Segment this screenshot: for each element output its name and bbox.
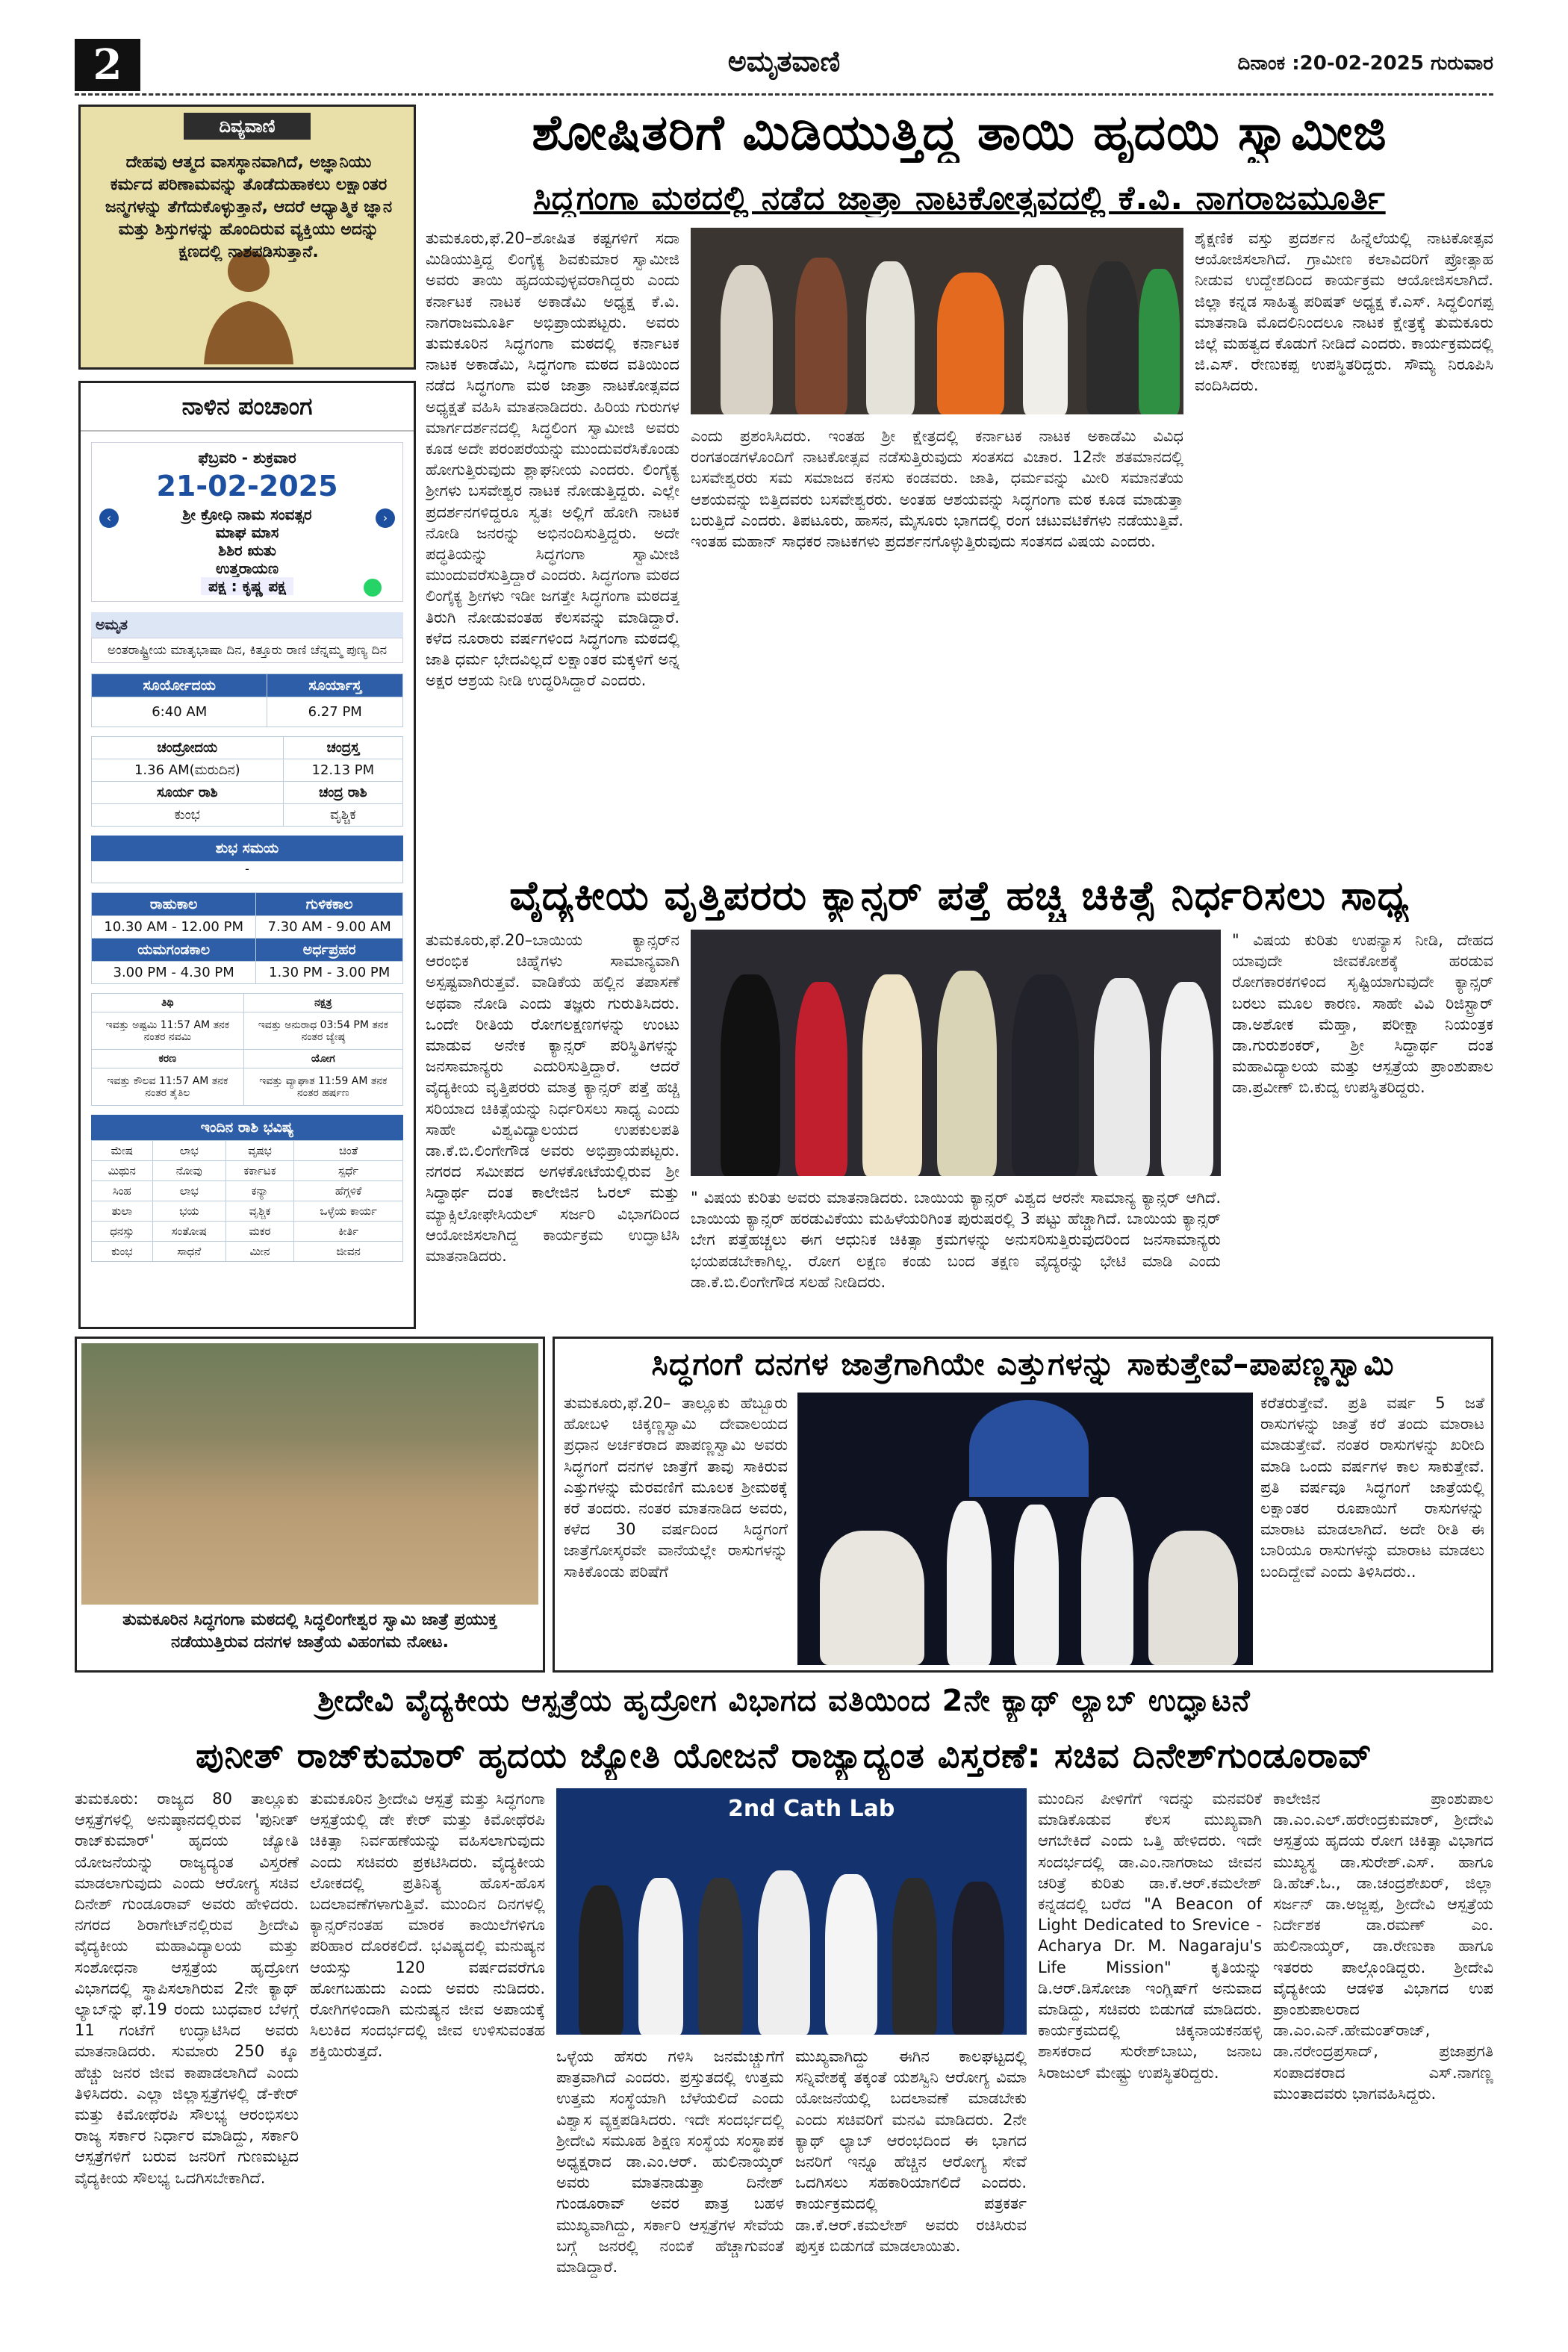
sunset-label: ಸೂರ್ಯಾಸ್ತ: [267, 674, 403, 697]
tithi-value: ಇವತ್ತು ಅಷ್ಟಮಿ 11:57 AM ತನಕ ನಂತರ ನವಮಿ: [92, 1012, 244, 1050]
rashi-prediction: ಕೀರ್ತಿ: [294, 1222, 403, 1242]
whatsapp-icon[interactable]: [364, 579, 382, 597]
rashi-name: ಕುಂಭ: [92, 1242, 153, 1262]
bulls-procession-photo: [797, 1393, 1253, 1665]
nakshatra-label: ನಕ್ಷತ್ರ: [243, 994, 402, 1012]
moonset-label: ಚಂದ್ರಸ್ತ: [283, 737, 402, 759]
panchanga-date: 21-02-2025: [156, 470, 338, 503]
shubha-label: ಶುಭ ಸಮಯ: [91, 836, 403, 861]
rashi-row: [92, 1242, 403, 1262]
sunrise-value: 6:40 AM: [92, 697, 267, 727]
masthead: ಅಮೃತವಾಣಿ: [727, 45, 841, 78]
rashi-name: ಮೀನ: [225, 1242, 293, 1262]
yama-label: ಯಮಗಂಡಕಾಲ: [92, 939, 256, 962]
karana-value: ಇವತ್ತು ಕೌಲವ 11:57 AM ತನಕ ನಂತರ ತೈತಿಲ: [92, 1068, 244, 1106]
yoga-value: ಇವತ್ತು ವ್ಯಾಘಾತ 11:59 AM ತನಕ ನಂತರ ಹರ್ಷಣ: [243, 1068, 402, 1106]
cattle-fair-caption: ತುಮಕೂರಿನ ಸಿದ್ಧಗಂಗಾ ಮಠದಲ್ಲಿ ಸಿದ್ಧಲಿಂಗೇಶ್ವರ ಸ್ವಾಮಿ ಜಾತ್ರೆ ಪ್ರಯುಕ್ತ ನಡೆಯುತ್ತಿರುವ ದನಗಳ ಜಾತ್ರೆಯ ವಿಹಂಗಮ ನೋಟ.: [122, 1611, 497, 1652]
article4-kicker: ಶ್ರೀದೇವಿ ವೈದ್ಯಕೀಯ ಆಸ್ಪತ್ರೆಯ ಹೃದ್ರೋಗ ವಿಭಾಗದ ವತಿಯಿಂದ 2ನೇ ಕ್ಯಾಥ್ ಲ್ಯಾಬ್ ಉದ್ಘಾಟನೆ: [317, 1684, 1251, 1718]
rashi-row: [92, 1141, 403, 1161]
article3-box: [553, 1337, 1493, 1673]
divyavani-title: ದಿವ್ಯವಾಣಿ: [184, 113, 311, 140]
cath-lab-banner: 2nd Cath Lab: [728, 1796, 895, 1822]
article1-subhead: ಸಿದ್ಧಗಂಗಾ ಮಠದಲ್ಲಿ ನಡೆದ ಜಾತ್ರಾ ನಾಟಕೋತ್ಸವದಲ್ಲಿ ಕೆ.ವಿ. ನಾಗರಾಜಮೂರ್ತಿ: [533, 179, 1386, 217]
rashi-prediction: ಸಾಧನೆ: [152, 1242, 225, 1262]
rashi-prediction: ಲಾಭ: [152, 1181, 225, 1201]
tithi-table: [91, 993, 403, 1106]
article4-col1: ತುಮಕೂರು: ರಾಜ್ಯದ 80 ತಾಲ್ಲೂಕು ಆಸ್ಪತ್ರೆಗಳಲ್ಲಿ ಅನುಷ್ಠಾನದಲ್ಲಿರುವ 'ಪುನೀತ್ ರಾಜ್‌ಕುಮಾರ್' ಹೃದಯ ಜ್ಯೋತಿ ಯೋಜನೆಯನ್ನು ರಾಜ್ಯದ್ಯಂತ ವಿಸ್ತರಣೆ ಮಾಡಲಾಗುವುದು ಎಂದು ಆರೋಗ್ಯ ಸಚಿವ ದಿನೇಶ್ ಗುಂಡೂರಾವ್ ಅವರು ಹೇಳಿದರು. ನಗರದ ಶಿರಾಗೇಟ್‌ನಲ್ಲಿರುವ ಶ್ರೀದೇವಿ ವೈದ್ಯಕೀಯ ಮಹಾವಿದ್ಯಾಲಯ ಮತ್ತು ಸಂಶೋಧನಾ ಆಸ್ಪತ್ರೆಯ ಹೃದ್ರೋಗ ವಿಭಾಗದಲ್ಲಿ ಸ್ಥಾಪಿಸಲಾಗಿರುವ 2ನೇ ಕ್ಯಾಥ್ ಲ್ಯಾಬ್‌ನ್ನು ಫೆ.19 ರಂದು ಬುಧವಾರ ಬೆಳಗ್ಗೆ 11 ಗಂಟೆಗೆ ಉದ್ಘಾಟಿಸಿದ ಅವರು ಮಾತನಾಡಿದರು. ಸುಮಾರು 250 ಕ್ಕೂ ಹೆಚ್ಚು ಜನರ ಜೀವ ಕಾಪಾಡಲಾಗಿದೆ ಎಂದು ತಿಳಿಸಿದರು. ಎಲ್ಲಾ ಜಿಲ್ಲಾಸ್ಪತ್ರೆಗಳಲ್ಲಿ ಡೆ-ಕೇರ್ ಮತ್ತು ಕಿಮೋಥೆರಪಿ ಸೌಲಭ್ಯ ಆರಂಭಿಸಲು ರಾಜ್ಯ ಸರ್ಕಾರ ನಿರ್ಧಾರ ಮಾಡಿದ್ದು, ಸರ್ಕಾರಿ ಆಸ್ಪತ್ರೆಗಳಿಗೆ ಬರುವ ಜನರಿಗೆ ಗುಣಮಟ್ಟದ ವೈದ್ಯಕೀಯ ಸೌಲಭ್ಯ ಒದಗಿಸಬೇಕಾಗಿದೆ.: [75, 1790, 299, 2187]
rashi-prediction: ಭಯ: [152, 1201, 225, 1222]
gulika-value: 7.30 AM - 9.00 AM: [256, 916, 403, 939]
rashi-prediction: ಸಂತೋಷ: [152, 1222, 225, 1242]
samvatsara: ಶ್ರೀ ಕ್ರೋಧಿ ನಾಮ ಸಂವತ್ಸರ: [182, 505, 312, 523]
article2-col1: ತುಮಕೂರು,ಫೆ.20–ಬಾಯಿಯ ಕ್ಯಾನ್ಸರ್‌ನ ಆರಂಭಿಕ ಚಿಹ್ನೆಗಳು ಸಾಮಾನ್ಯವಾಗಿ ಅಸ್ಪಷ್ಟವಾಗಿರುತ್ತವೆ. ವಾಡಿಕೆಯ ಹಲ್ಲಿನ ತಪಾಸಣೆ ಅಥವಾ ನೋಡಿ ಎಂದು ತಜ್ಞರು ಗುರುತಿಸಿದರು. ಒಂದೇ ರೀತಿಯ ರೋಗಲಕ್ಷಣಗಳನ್ನು ಉಂಟು ಮಾಡುವ ಅನೇಕ ಕ್ಯಾನ್ಸರ್ ಪರಿಸ್ಥಿತಿಗಳನ್ನು ಜನಸಾಮಾನ್ಯರು ಎದುರಿಸುತ್ತಿದ್ದಾರೆ. ಆದರೆ ವೈದ್ಯಕೀಯ ವೃತ್ತಿಪರರು ಮಾತ್ರ ಕ್ಯಾನ್ಸರ್ ಪತ್ತೆ ಹಚ್ಚಿ ಸರಿಯಾದ ಚಿಕಿತ್ಸೆಯನ್ನು ನಿರ್ಧರಿಸಲು ಸಾಧ್ಯ ಎಂದು ಸಾಹೇ ವಿಶ್ವವಿದ್ಯಾಲಯದ ಉಪಕುಲಪತಿ ಡಾ.ಕೆ.ಬಿ.ಲಿಂಗೇಗೌಡ ಅವರು ಅಭಿಪ್ರಾಯಪಟ್ಟರು. ನಗರದ ಸಮೀಪದ ಅಗಳಕೋಟೆಯಲ್ಲಿರುವ ಶ್ರೀ ಸಿದ್ಧಾರ್ಥ ದಂತ ಕಾಲೇಜಿನ ಓರಲ್ ಮತ್ತು ಮ್ಯಾಕ್ಸಿಲೋಫೇಸಿಯಲ್ ಸರ್ಜರಿ ವಿಭಾಗದಿಂದ ಆಯೋಜಿಸಲಾಗಿದ್ದ ಕಾರ್ಯಕ್ರಮ ಉದ್ಘಾಟಿಸಿ ಮಾತನಾಡಿದರು.: [426, 931, 679, 1266]
rashi-title: ಇಂದಿನ ರಾಶಿ ಭವಿಷ್ಯ: [91, 1115, 403, 1140]
rashi-row: [92, 1181, 403, 1201]
article4-col4: ಮುಖ್ಯವಾಗಿದ್ದು ಈಗಿನ ಕಾಲಘಟ್ಟದಲ್ಲಿ ಸನ್ನಿವೇಶಕ್ಕೆ ತಕ್ಕಂತೆ ಯಶಸ್ವಿನಿ ಆರೋಗ್ಯ ವಿಮಾ ಯೋಜನೆಯಲ್ಲಿ ಬದಲಾವಣೆ ಮಾಡಬೇಕು ಎಂದು ಸಚಿವರಿಗೆ ಮನವಿ ಮಾಡಿದರು. 2ನೇ ಕ್ಯಾಥ್ ಲ್ಯಾಬ್ ಆರಂಭದಿಂದ ಈ ಭಾಗದ ಜನರಿಗೆ ಇನ್ನೂ ಹೆಚ್ಚಿನ ಆರೋಗ್ಯ ಸೇವೆ ಒದಗಿಸಲು ಸಹಕಾರಿಯಾಗಲಿದೆ ಎಂದರು. ಕಾರ್ಯಕ್ರಮದಲ್ಲಿ ಪತ್ರಕರ್ತ ಡಾ.ಕೆ.ಆರ್.ಕಮಲೇಶ್ ಅವರು ರಚಿಸಿರುವ ಪುಸ್ತಕ ಬಿಡುಗಡೆ ಮಾಡಲಾಯಿತು.: [795, 2047, 1027, 2255]
cattle-fair-photo-box: [75, 1337, 545, 1673]
moonrise-label: ಚಂದ್ರೋದಯ: [92, 737, 284, 759]
rashi-table: [91, 1140, 403, 1262]
surya-rashi-label: ಸೂರ್ಯ ರಾಶಿ: [92, 782, 284, 804]
moon-table: [91, 736, 403, 827]
article2-col2: " ವಿಷಯ ಕುರಿತು ಅವರು ಮಾತನಾಡಿದರು. ಬಾಯಿಯ ಕ್ಯಾನ್ಸರ್ ವಿಶ್ವದ ಆರನೇ ಸಾಮಾನ್ಯ ಕ್ಯಾನ್ಸರ್ ಆಗಿದೆ. ಬಾಯಿಯ ಕ್ಯಾನ್ಸರ್ ಹರಡುವಿಕೆಯು ಮಹಿಳೆಯರಿಗಿಂತ ಪುರುಷರಲ್ಲಿ 3 ಪಟ್ಟು ಹೆಚ್ಚಾಗಿದೆ. ಬಾಯಿಯ ಕ್ಯಾನ್ಸರ್ ಬೇಗ ಪತ್ತೆಹಚ್ಚಲು ಈಗ ಆಧುನಿಕ ಚಿಕಿತ್ಸಾ ಕ್ರಮಗಳನ್ನು ಅನುಸರಿಸುತ್ತಿರುವುದರಿಂದ ಜನಸಾಮಾನ್ಯರು ಭಯಪಡಬೇಕಾಗಿಲ್ಲ. ರೋಗ ಲಕ್ಷಣ ಕಂಡು ಬಂದ ತಕ್ಷಣ ವೈದ್ಯರನ್ನು ಭೇಟಿ ಮಾಡಿ ಎಂದು ಡಾ.ಕೆ.ಬಿ.ಲಿಂಗೇಗೌಡ ಸಲಹೆ ನೀಡಿದರು.: [691, 1189, 1221, 1291]
article1-photo: [691, 228, 1183, 414]
article1-col1: ತುಮಕೂರು,ಫೆ.20–ಶೋಷಿತ ಕಷ್ಟಗಳಿಗೆ ಸದಾ ಮಿಡಿಯುತ್ತಿದ್ದ ಲಿಂಗೈಕ್ಯ ಶಿವಕುಮಾರ ಸ್ವಾಮೀಜಿ ಅವರು ತಾಯಿ ಹೃದಯವುಳ್ಳವರಾಗಿದ್ದರು ಎಂದು ಕರ್ನಾಟಕ ನಾಟಕ ಅಕಾಡೆಮಿ ಅಧ್ಯಕ್ಷ ಕೆ.ವಿ. ನಾಗರಾಜಮೂರ್ತಿ ಅಭಿಪ್ರಾಯಪಟ್ಟರು. ಅವರು ತುಮಕೂರಿನ ಸಿದ್ಧಗಂಗಾ ಮಠದಲ್ಲಿ ಕರ್ನಾಟಕ ನಾಟಕ ಅಕಾಡೆಮಿ, ಸಿದ್ಧಗಂಗಾ ಮಠದ ವತಿಯಿಂದ ನಡೆದ ಸಿದ್ಧಗಂಗಾ ಮಠ ಜಾತ್ರಾ ನಾಟಕೋತ್ಸವದ ಅಧ್ಯಕ್ಷತೆ ವಹಿಸಿ ಮಾತನಾಡಿದರು. ಹಿರಿಯ ಗುರುಗಳ ಮಾರ್ಗದರ್ಶನದಲ್ಲಿ ಸಿದ್ಧಲಿಂಗ ಸ್ವಾಮೀಜಿ ಅವರು ಕೂಡ ಅದೇ ಪರಂಪರೆಯನ್ನು ಮುಂದುವರೆಸಿಕೊಂಡು ಹೋಗುತ್ತಿರುವುದು ಶ್ಲಾಘನೀಯ ಎಂದರು. ಲಿಂಗೈಕ್ಯ ಶ್ರೀಗಳು ಬಸವೇಶ್ವರ ನಾಟಕ ನೋಡುತ್ತಿದ್ದರು. ಎಲ್ಲೇ ಪ್ರದರ್ಶನಗಳಿದ್ದರೂ ಸ್ವತಃ ಅಲ್ಲಿಗೆ ಹೋಗಿ ನಾಟಕ ನೋಡಿ ಜನರನ್ನು ಅಭಿನಂದಿಸುತ್ತಿದ್ದರು. ಅದೇ ಪದ್ಧತಿಯನ್ನು ಸಿದ್ಧಗಂಗಾ ಸ್ವಾಮೀಜಿ ಮುಂದುವರೆಸುತ್ತಿದ್ದಾರೆ ಎಂದರು. ಸಿದ್ಧಗಂಗಾ ಮಠದ ಲಿಂಗೈಕ್ಯ ಶ್ರೀಗಳು ಇಡೀ ಜಗತ್ತೇ ಸಿದ್ಧಗಂಗಾ ಮಠದತ್ತ ತಿರುಗಿ ನೋಡುವಂತಹ ಕೆಲಸವನ್ನು ಮಾಡಿದ್ದಾರೆ. ಕಳೆದ ನೂರಾರು ವರ್ಷಗಳಿಂದ ಸಿದ್ಧಗಂಗಾ ಮಠದಲ್ಲಿ ಜಾತಿ ಧರ್ಮ ಭೇದವಿಲ್ಲದೆ ಲಕ್ಷಾಂತರ ಮಕ್ಕಳಿಗೆ ಅನ್ನ ಅಕ್ಷರ ಆಶ್ರಯ ನೀಡಿ ಉದ್ಧರಿಸಿದ್ದಾರೆ ಎಂದರು.: [426, 229, 679, 690]
rashi-prediction: ಸ್ಪರ್ಧೆ: [294, 1161, 403, 1181]
article1-col3: ಶೈಕ್ಷಣಿಕ ವಸ್ತು ಪ್ರದರ್ಶನ ಹಿನ್ನೆಲೆಯಲ್ಲಿ ನಾಟಕೋತ್ಸವ ಆಯೋಜಿಸಲಾಗಿದೆ. ಗ್ರಾಮೀಣ ಕಲಾವಿದರಿಗೆ ಪ್ರೋತ್ಸಾಹ ನೀಡುವ ಉದ್ದೇಶದಿಂದ ಕಾರ್ಯಕ್ರಮ ಆಯೋಜಿಸಲಾಗಿದೆ. ಜಿಲ್ಲಾ ಕನ್ನಡ ಸಾಹಿತ್ಯ ಪರಿಷತ್ ಅಧ್ಯಕ್ಷ ಕೆ.ಎಸ್. ಸಿದ್ಧಲಿಂಗಪ್ಪ ಮಾತನಾಡಿ ಮೊದಲಿನಿಂದಲೂ ನಾಟಕ ಕ್ಷೇತ್ರಕ್ಕೆ ತುಮಕೂರು ಜಿಲ್ಲೆ ಮಹತ್ವದ ಕೊಡುಗೆ ನೀಡಿದೆ ಎಂದರು. ಕಾರ್ಯಕ್ರಮದಲ್ಲಿ ಜಿ.ಎಸ್. ರೇಣುಕಪ್ಪ ಉಪಸ್ಥಿತರಿದ್ದರು. ಸೌಮ್ಯ ನಿರೂಪಿಸಿ ವಂದಿಸಿದರು.: [1195, 229, 1493, 395]
rashi-row: [92, 1161, 403, 1181]
rashi-name: ಧನಸ್ಸು: [92, 1222, 153, 1242]
amrita-label: ಅಮೃತ: [91, 612, 403, 638]
article4-col6: ಕಾಲೇಜಿನ ಪ್ರಾಂಶುಪಾಲ ಡಾ.ಎಂ.ಎಲ್.ಹರೇಂದ್ರಕುಮಾರ್, ಶ್ರೀದೇವಿ ಆಸ್ಪತ್ರೆಯ ಹೃದಯ ರೋಗ ಚಿಕಿತ್ಸಾ ವಿಭಾಗದ ಮುಖ್ಯಸ್ಥ ಡಾ.ಸುರೇಶ್.ಎಸ್. ಹಾಗೂ ಡಿ.ಹೆಚ್.ಓ., ಡಾ.ಚಂದ್ರಶೇಖರ್, ಜಿಲ್ಲಾ ಸರ್ಜನ್ ಡಾ.ಅಜ್ಜಪ್ಪ, ಶ್ರೀದೇವಿ ಆಸ್ಪತ್ರೆಯ ನಿರ್ದೇಶಕ ಡಾ.ರಮಣ್ ಎಂ. ಹುಲಿನಾಯ್ಕರ್, ಡಾ.ರೇಣುಕಾ ಹಾಗೂ ಇತರರು ಪಾಲ್ಗೊಂಡಿದ್ದರು. ಶ್ರೀದೇವಿ ವೈದ್ಯಕೀಯ ಆಡಳಿತ ವಿಭಾಗದ ಉಪ ಪ್ರಾಂಶುಪಾಲರಾದ ಡಾ.ಎಂ.ಎನ್.ಹೇಮಂತ್‌ರಾಜ್, ಡಾ.ನರೇಂದ್ರಪ್ರಸಾದ್, ಪ್ರಜಾಪ್ರಗತಿ ಸಂಪಾದಕರಾದ ಎಸ್.ನಾಗಣ್ಣ ಮುಂತಾದವರು ಭಾಗವಹಿಸಿದ್ದರು.: [1273, 1790, 1493, 2103]
rashi-name: ಮಿಥುನ: [92, 1161, 153, 1181]
rashi-row: [92, 1201, 403, 1222]
moonrise-value: 1.36 AM(ಮರುದಿನ): [92, 759, 284, 782]
rashi-name: ಮಕರ: [225, 1222, 293, 1242]
article4-col3: ಒಳ್ಳೆಯ ಹೆಸರು ಗಳಿಸಿ ಜನಮೆಚ್ಚುಗೆಗೆ ಪಾತ್ರವಾಗಿದೆ ಎಂದರು. ಪ್ರಸ್ತುತದಲ್ಲಿ ಉತ್ತಮ ಉತ್ತಮ ಸಂಸ್ಥೆಯಾಗಿ ಬೆಳೆಯಲಿದೆ ಎಂದು ವಿಶ್ವಾಸ ವ್ಯಕ್ತಪಡಿಸಿದರು. ಇದೇ ಸಂದರ್ಭದಲ್ಲಿ ಶ್ರೀದೇವಿ ಸಮೂಹ ಶಿಕ್ಷಣ ಸಂಸ್ಥೆಯ ಸಂಸ್ಥಾಪಕ ಅಧ್ಯಕ್ಷರಾದ ಡಾ.ಎಂ.ಆರ್. ಹುಲಿನಾಯ್ಕರ್ ಅವರು ಮಾತನಾಡುತ್ತಾ ದಿನೇಶ್ ಗುಂಡೂರಾವ್ ಅವರ ಪಾತ್ರ ಬಹಳ ಮುಖ್ಯವಾಗಿದ್ದು, ಸರ್ಕಾರಿ ಆಸ್ಪತ್ರೆಗಳ ಸೇವೆಯ ಬಗ್ಗೆ ಜನರಲ್ಲಿ ನಂಬಿಕೆ ಹೆಚ್ಚಾಗುವಂತೆ ಮಾಡಿದ್ದಾರೆ.: [556, 2047, 784, 2277]
weekday: ಫೆಬ್ರವರಿ - ಶುಕ್ರವಾರ: [198, 449, 296, 467]
gulika-label: ಗುಳಿಕಕಾಲ: [256, 893, 403, 916]
rashi-prediction: ಒಳ್ಳೆಯ ಕಾರ್ಯ: [294, 1201, 403, 1222]
article4-col2: ತುಮಕೂರಿನ ಶ್ರೀದೇವಿ ಆಸ್ಪತ್ರೆ ಮತ್ತು ಸಿದ್ಧಗಂಗಾ ಆಸ್ಪತ್ರೆಯಲ್ಲಿ ಡೇ ಕೇರ್ ಮತ್ತು ಕಿಮೋಥೆರಪಿ ಚಿಕಿತ್ಸಾ ನಿರ್ವಹಣೆಯನ್ನು ವಹಿಸಲಾಗುವುದು ಎಂದು ಸಚಿವರು ಪ್ರಕಟಿಸಿದರು. ವೈದ್ಯಕೀಯ ಲೋಕದಲ್ಲಿ ಪ್ರತಿನಿತ್ಯ ಹೊಸ-ಹೊಸ ಬದಲಾವಣೆಗಳಾಗುತ್ತಿವೆ. ಮುಂದಿನ ದಿನಗಳಲ್ಲಿ ಕ್ಯಾನ್ಸರ್‌ನಂತಹ ಮಾರಕ ಕಾಯಿಲೆಗಳಿಗೂ ಪರಿಹಾರ ದೊರಕಲಿದೆ. ಭವಿಷ್ಯದಲ್ಲಿ ಮನುಷ್ಯನ ಆಯಸ್ಸು 120 ವರ್ಷದವರೆಗೂ ಹೋಗಬಹುದು ಎಂದು ಅವರು ನುಡಿದರು. ರೋಗಿಗಳಿಂದಾಗಿ ಮನುಷ್ಯನ ಜೀವ ಅಪಾಯಕ್ಕೆ ಸಿಲುಕಿದ ಸಂದರ್ಭದಲ್ಲಿ ಜೀವ ಉಳಿಸುವಂತಹ ಶಕ್ತಿಯಿರುತ್ತದೆ.: [310, 1790, 545, 2061]
issue-date: ದಿನಾಂಕ :20-02-2025 ಗುರುವಾರ: [1237, 52, 1493, 75]
article2-photo: [691, 930, 1221, 1176]
panchanga-date-card: [91, 442, 403, 602]
header-rule: [75, 93, 1493, 96]
panchanga-box: [78, 381, 416, 1329]
article4-headline: ಪುನೀತ್ ರಾಜ್‌ಕುಮಾರ್ ಹೃದಯ ಜ್ಯೋತಿ ಯೋಜನೆ ರಾಜ್ಯಾದ್ಯಂತ ವಿಸ್ತರಣೆ: ಸಚಿವ ದಿನೇಶ್‌ಗುಂಡೂರಾವ್: [196, 1735, 1372, 1776]
rashi-prediction: ಹೆಗ್ಗಳಿಕೆ: [294, 1181, 403, 1201]
ardha-label: ಅರ್ಧಪ್ರಹರ: [256, 939, 403, 962]
yama-value: 3.00 PM - 4.30 PM: [92, 962, 256, 984]
sunset-value: 6.27 PM: [267, 697, 403, 727]
tithi-label: ತಿಥಿ: [92, 994, 244, 1012]
moonset-value: 12.13 PM: [283, 759, 402, 782]
sun-table: [91, 673, 403, 727]
article2-col3: " ವಿಷಯ ಕುರಿತು ಉಪನ್ಯಾಸ ನೀಡಿ, ದೇಹದ ಯಾವುದೇ ಜೀವಕೋಶಕ್ಕೆ ಹರಡುವ ರೋಗಕಾರಕಗಳಿಂದ ಸೃಷ್ಟಿಯಾಗುವುದೇ ಕ್ಯಾನ್ಸರ್ ಬರಲು ಮೂಲ ಕಾರಣ. ಸಾಹೇ ವಿವಿ ರಿಜಿಸ್ಟ್ರಾರ್ ಡಾ.ಅಶೋಕ ಮೆಹ್ತಾ, ಪರೀಕ್ಷಾ ನಿಯಂತ್ರಕ ಡಾ.ಗುರುಶಂಕರ್, ಶ್ರೀ ಸಿದ್ಧಾರ್ಥ ದಂತ ಮಹಾವಿದ್ಯಾಲಯ ಮತ್ತು ಆಸ್ಪತ್ರೆಯ ಪ್ರಾಂಶುಪಾಲ ಡಾ.ಪ್ರವೀಣ್ ಬಿ.ಕುದ್ವ ಉಪಸ್ಥಿತರಿದ್ದರು.: [1232, 931, 1493, 1097]
ritu: ಶಿಶಿರ ಋತು: [218, 541, 276, 559]
amrita-text: ಅಂತರಾಷ್ಟ್ರೀಯ ಮಾತೃಭಾಷಾ ದಿನ, ಕಿತ್ತೂರು ರಾಣಿ ಚೆನ್ನಮ್ಮ ಪುಣ್ಯ ದಿನ: [91, 638, 403, 663]
chandra-rashi-label: ಚಂದ್ರ ರಾಶಿ: [283, 782, 402, 804]
cattle-fair-photo: [81, 1343, 538, 1605]
rashi-row: [92, 1222, 403, 1242]
paksha: ಪಕ್ಷ : ಕೃಷ್ಣ ಪಕ್ಷ: [201, 577, 293, 595]
chandra-rashi: ವೃಶ್ಚಿಕ: [283, 804, 402, 827]
rashi-prediction: ಚಿಂತೆ: [294, 1141, 403, 1161]
article3-headline: ಸಿದ್ಧಗಂಗೆ ದನಗಳ ಜಾತ್ರೆಗಾಗಿಯೇ ಎತ್ತುಗಳನ್ನು ಸಾಕುತ್ತೇವೆ–ಪಾಪಣ್ಣಸ್ವಾಮಿ: [651, 1345, 1395, 1382]
article2-headline: ವೈದ್ಯಕೀಯ ವೃತ್ತಿಪರರು ಕ್ಯಾನ್ಸರ್ ಪತ್ತೆ ಹಚ್ಚಿ ಚಿಕಿತ್ಸೆ ನಿರ್ಧರಿಸಲು ಸಾಧ್ಯ: [509, 872, 1410, 919]
rahu-label: ರಾಹುಕಾಲ: [92, 893, 256, 916]
article1-col2: ಎಂದು ಪ್ರಶಂಸಿಸಿದರು. ಇಂತಹ ಶ್ರೀ ಕ್ಷೇತ್ರದಲ್ಲಿ ಕರ್ನಾಟಕ ನಾಟಕ ಅಕಾಡೆಮಿ ವಿವಿಧ ರಂಗತಂಡಗಳೊಂದಿಗೆ ನಾಟಕೋತ್ಸವ ನಡೆಸುತ್ತಿರುವುದು ಸಂತಸದ ವಿಚಾರ. 12ನೇ ಶತಮಾನದಲ್ಲಿ ಬಸವೇಶ್ವರರು ಸಮ ಸಮಾಜದ ಕನಸು ಕಂಡವರು. ಜಾತಿ, ಧರ್ಮವನ್ನು ಮೀರಿ ಸಮಾನತೆಯ ಆಶಯವನ್ನು ಬಿತ್ತಿದವರು ಬಸವೇಶ್ವರರು. ಅಂತಹ ಆಶಯವನ್ನು ಸಿದ್ಧಗಂಗಾ ಮಠ ಕೂಡ ಮಾಡುತ್ತಾ ಬರುತ್ತಿದೆ ಎಂದರು. ತಿಪಟೂರು, ಹಾಸನ, ಮೈಸೂರು ಭಾಗದಲ್ಲಿ ರಂಗ ಚಟುವಟಿಕೆಗಳು ನಡೆಯುತ್ತಿವೆ. ಇಂತಹ ಮಹಾನ್ ಸಾಧಕರ ನಾಟಕಗಳು ಪ್ರದರ್ಶನಗೊಳ್ಳುತ್ತಿರುವುದು ಸಂತಸದ ವಿಷಯ ಎಂದರು.: [691, 427, 1183, 551]
rashi-name: ಸಿಂಹ: [92, 1181, 153, 1201]
ardha-value: 1.30 PM - 3.00 PM: [256, 962, 403, 984]
yoga-label: ಯೋಗ: [243, 1050, 402, 1068]
article4-col5: ಮುಂದಿನ ಪೀಳಿಗೆಗೆ ಇದನ್ನು ಮನವರಿಕೆ ಮಾಡಿಕೊಡುವ ಕೆಲಸ ಮುಖ್ಯವಾಗಿ ಆಗಬೇಕಿದೆ ಎಂದು ಒತ್ತಿ ಹೇಳಿದರು. ಇದೇ ಸಂದರ್ಭದಲ್ಲಿ ಡಾ.ಎಂ.ನಾಗರಾಜು ಜೀವನ ಚರಿತ್ರೆ ಕುರಿತು ಡಾ.ಕೆ.ಆರ್.ಕಮಲೇಶ್ ಕನ್ನಡದಲ್ಲಿ ಬರೆದ "A Beacon of Light Dedicated to Srevice - Acharya Dr. M. Nagaraju's Life Mission" ಕೃತಿಯನ್ನು ಡಿ.ಆರ್.ಡಿಸೋಜಾ ಇಂಗ್ಲಿಷ್‌ಗೆ ಅನುವಾದ ಮಾಡಿದ್ದು, ಸಚಿವರು ಬಿಡುಗಡೆ ಮಾಡಿದರು. ಕಾರ್ಯಕ್ರಮದಲ್ಲಿ ಚಿಕ್ಕನಾಯಕನಹಳ್ಳಿ ಶಾಸಕರಾದ ಸುರೇಶ್‌ಬಾಬು, ಜನಾಬ ಸಿರಾಜುಲ್ ಮೇಷ್ಟ್ರು ಉಪಸ್ಥಿತರಿದ್ದರು.: [1038, 1790, 1262, 2082]
rashi-name: ಕರ್ಕಾಟಕ: [225, 1161, 293, 1181]
rashi-name: ವೃಶ್ಚಿಕ: [225, 1201, 293, 1222]
nakshatra-value: ಇವತ್ತು ಅನುರಾಧ 03:54 PM ತನಕ ನಂತರ ಜ್ಯೇಷ್ಠ: [243, 1012, 402, 1050]
page-number: 2: [75, 39, 140, 91]
rashi-prediction: ಲಾಭ: [152, 1141, 225, 1161]
shubha-value: -: [91, 861, 403, 883]
masa: ಮಾಘ ಮಾಸ: [215, 523, 279, 541]
next-day-icon[interactable]: ›: [376, 508, 395, 528]
article3-col1: ತುಮಕೂರು,ಫೆ.20– ತಾಲ್ಲೂಕು ಹೆಬ್ಬೂರು ಹೋಬಳಿ ಚಿಕ್ಕಣ್ಣಸ್ವಾಮಿ ದೇವಾಲಯದ ಪ್ರಧಾನ ಅರ್ಚಕರಾದ ಪಾಪಣ್ಣಸ್ವಾಮಿ ಅವರು ಸಿದ್ಧಗಂಗೆ ದನಗಳ ಜಾತ್ರೆಗೆ ತಾವು ಸಾಕಿರುವ ಎತ್ತುಗಳನ್ನು ಮೆರವಣಿಗೆ ಮೂಲಕ ಶ್ರೀಮಠಕ್ಕೆ ಕರೆ ತಂದರು. ನಂತರ ಮಾತನಾಡಿದ ಅವರು, ಕಳೆದ 30 ವರ್ಷದಿಂದ ಸಿದ್ಧಗಂಗೆ ಜಾತ್ರೆಗೋಸ್ಕರವೇ ವಾನೆಯಲ್ಲೇ ರಾಸುಗಳನ್ನು ಸಾಕಿಕೊಂಡು ಪರಿಷೆಗೆ: [564, 1394, 788, 1581]
divyavani-quote: ದೇಹವು ಆತ್ಮದ ವಾಸಸ್ಥಾನವಾಗಿದೆ, ಅಜ್ಞಾನಿಯು ಕರ್ಮದ ಪರಿಣಾಮವನ್ನು ತೊಡೆದುಹಾಕಲು ಲಕ್ಷಾಂತರ ಜನ್ಮಗಳನ್ನು ತೆಗೆದುಕೊಳ್ಳುತ್ತಾನೆ, ಆದರೆ ಆಧ್ಯಾತ್ಮಿಕ ಜ್ಞಾನ ಮತ್ತು ಶಿಸ್ತುಗಳನ್ನು ಹೊಂದಿರುವ ವ್ಯಕ್ತಿಯು ಅದನ್ನು ಕ್ಷಣದಲ್ಲಿ ನಾಶಪಡಿಸುತ್ತಾನೆ.: [105, 153, 393, 261]
panchanga-title: ನಾಳಿನ ಪಂಚಾಂಗ: [81, 383, 414, 432]
kala-table: [91, 892, 403, 984]
karana-label: ಕರಣ: [92, 1050, 244, 1068]
rashi-name: ವೃಷಭ: [225, 1141, 293, 1161]
divyavani-box: [78, 105, 416, 370]
article3-col2: ಕರೆತರುತ್ತೇವೆ. ಪ್ರತಿ ವರ್ಷ 5 ಜತೆ ರಾಸುಗಳನ್ನು ಜಾತ್ರೆ ಕರೆ ತಂದು ಮಾರಾಟ ಮಾಡುತ್ತೇವೆ. ನಂತರ ರಾಸುಗಳನ್ನು ಖರೀದಿ ಮಾಡಿ ಒಂದು ವರ್ಷಗಳ ಕಾಲ ಸಾಕುತ್ತೇವೆ. ಪ್ರತಿ ವರ್ಷವೂ ಸಿದ್ಧಗಂಗೆ ಜಾತ್ರೆಯಲ್ಲಿ ಲಕ್ಷಾಂತರ ರೂಪಾಯಿಗೆ ರಾಸುಗಳನ್ನು ಮಾರಾಟ ಮಾಡಲಾಗಿದೆ. ಅದೇ ರೀತಿ ಈ ಬಾರಿಯೂ ರಾಸುಗಳನ್ನು ಮಾರಾಟ ಮಾಡಲು ಬಂದಿದ್ದೇವೆ ಎಂದು ತಿಳಿಸಿದರು..: [1260, 1394, 1484, 1581]
rashi-name: ತುಲಾ: [92, 1201, 153, 1222]
rashi-name: ಕನ್ಯಾ: [225, 1181, 293, 1201]
rahu-value: 10.30 AM - 12.00 PM: [92, 916, 256, 939]
ayana: ಉತ್ತರಾಯಣ: [215, 559, 279, 577]
rashi-prediction: ಜೀವನ: [294, 1242, 403, 1262]
sunrise-label: ಸೂರ್ಯೋದಯ: [92, 674, 267, 697]
rashi-prediction: ನೋವು: [152, 1161, 225, 1181]
rashi-name: ಮೇಷ: [92, 1141, 153, 1161]
prev-day-icon[interactable]: ‹: [99, 508, 119, 528]
cath-lab-photo: [556, 1788, 1027, 2035]
surya-rashi: ಕುಂಭ: [92, 804, 284, 827]
article1-headline: ಶೋಷಿತರಿಗೆ ಮಿಡಿಯುತ್ತಿದ್ದ ತಾಯಿ ಹೃದಯಿ ಸ್ವಾಮೀಜಿ: [532, 104, 1387, 161]
